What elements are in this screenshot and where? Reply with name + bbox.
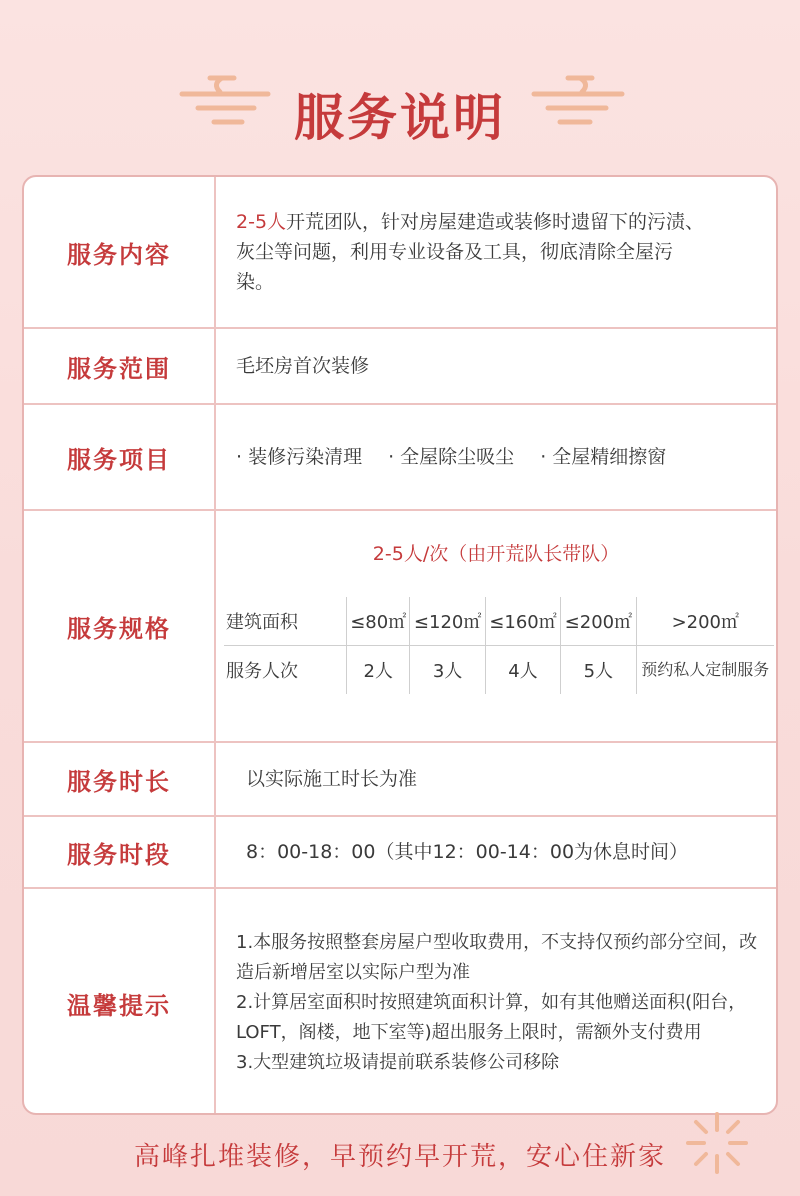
label-spec: 服务规格 [24,511,216,741]
people-cell: 5人 [561,646,636,695]
duration-text: 以实际施工时长为准 [246,768,418,790]
page-title: 服务说明 [294,89,506,147]
service-card [22,175,778,1115]
spec-table [224,597,774,694]
people-cell: 2人 [347,646,410,695]
item-3: · 全屋精细擦窗 [540,446,667,468]
items-list [216,405,776,509]
area-header: 建筑面积 [224,597,347,646]
people-header: 服务人次 [224,646,347,695]
spec-subtitle: 2-5人/次（由开荒队长带队） [372,543,620,565]
label-scope: 服务范围 [24,329,216,403]
area-cell: >200㎡ [636,597,774,646]
period-text: 8：00-18：00（其中12：00-14：00为休息时间） [246,841,689,863]
label-items: 服务项目 [24,405,216,509]
cloud-decoration-right [530,72,630,132]
tip-2: 2.计算居室面积时按照建筑面积计算，如有其他赠送面积(阳台，LOFT，阁楼，地下室等)超出服务上限时，需额外支付费用 [236,992,747,1043]
people-cell: 4人 [485,646,560,695]
people-cell: 3人 [410,646,485,695]
tips-list [216,889,776,1115]
label-content: 服务内容 [24,177,216,327]
label-duration: 服务时长 [24,743,216,815]
row-duration [24,743,776,817]
title-area [0,72,800,152]
people-row [224,646,774,695]
row-spec [24,511,776,743]
area-cell: ≤120㎡ [410,597,485,646]
row-period [24,817,776,889]
footer-slogan: 高峰扎堆装修，早预约早开荒，安心住新家 [133,1142,666,1172]
content-body: 开荒团队，针对房屋建造或装修时遗留下的污渍、灰尘等问题，利用专业设备及工具，彻底清除全屋污染。 [236,211,705,293]
area-cell: ≤80㎡ [347,597,410,646]
item-1: · 装修污染清理 [236,446,363,468]
area-cell: ≤200㎡ [561,597,636,646]
firework-decoration [682,1108,752,1178]
label-period: 服务时段 [24,817,216,887]
content-text [216,177,776,327]
row-content [24,177,776,329]
content-highlight: 2-5人 [236,211,287,233]
row-scope [24,329,776,405]
people-cell: 预约私人定制服务 [641,660,770,679]
item-2: · 全屋除尘吸尘 [388,446,515,468]
tip-3: 3.大型建筑垃圾请提前联系装修公司移除 [236,1052,560,1073]
row-tips [24,889,776,1115]
row-items [24,405,776,511]
area-row [224,597,774,646]
scope-text: 毛坯房首次装修 [236,355,370,377]
label-tips: 温馨提示 [24,889,216,1115]
area-cell: ≤160㎡ [485,597,560,646]
tip-1: 1.本服务按照整套房屋户型收取费用，不支持仅预约部分空间，改造后新增居室以实际户型为准 [236,932,758,983]
